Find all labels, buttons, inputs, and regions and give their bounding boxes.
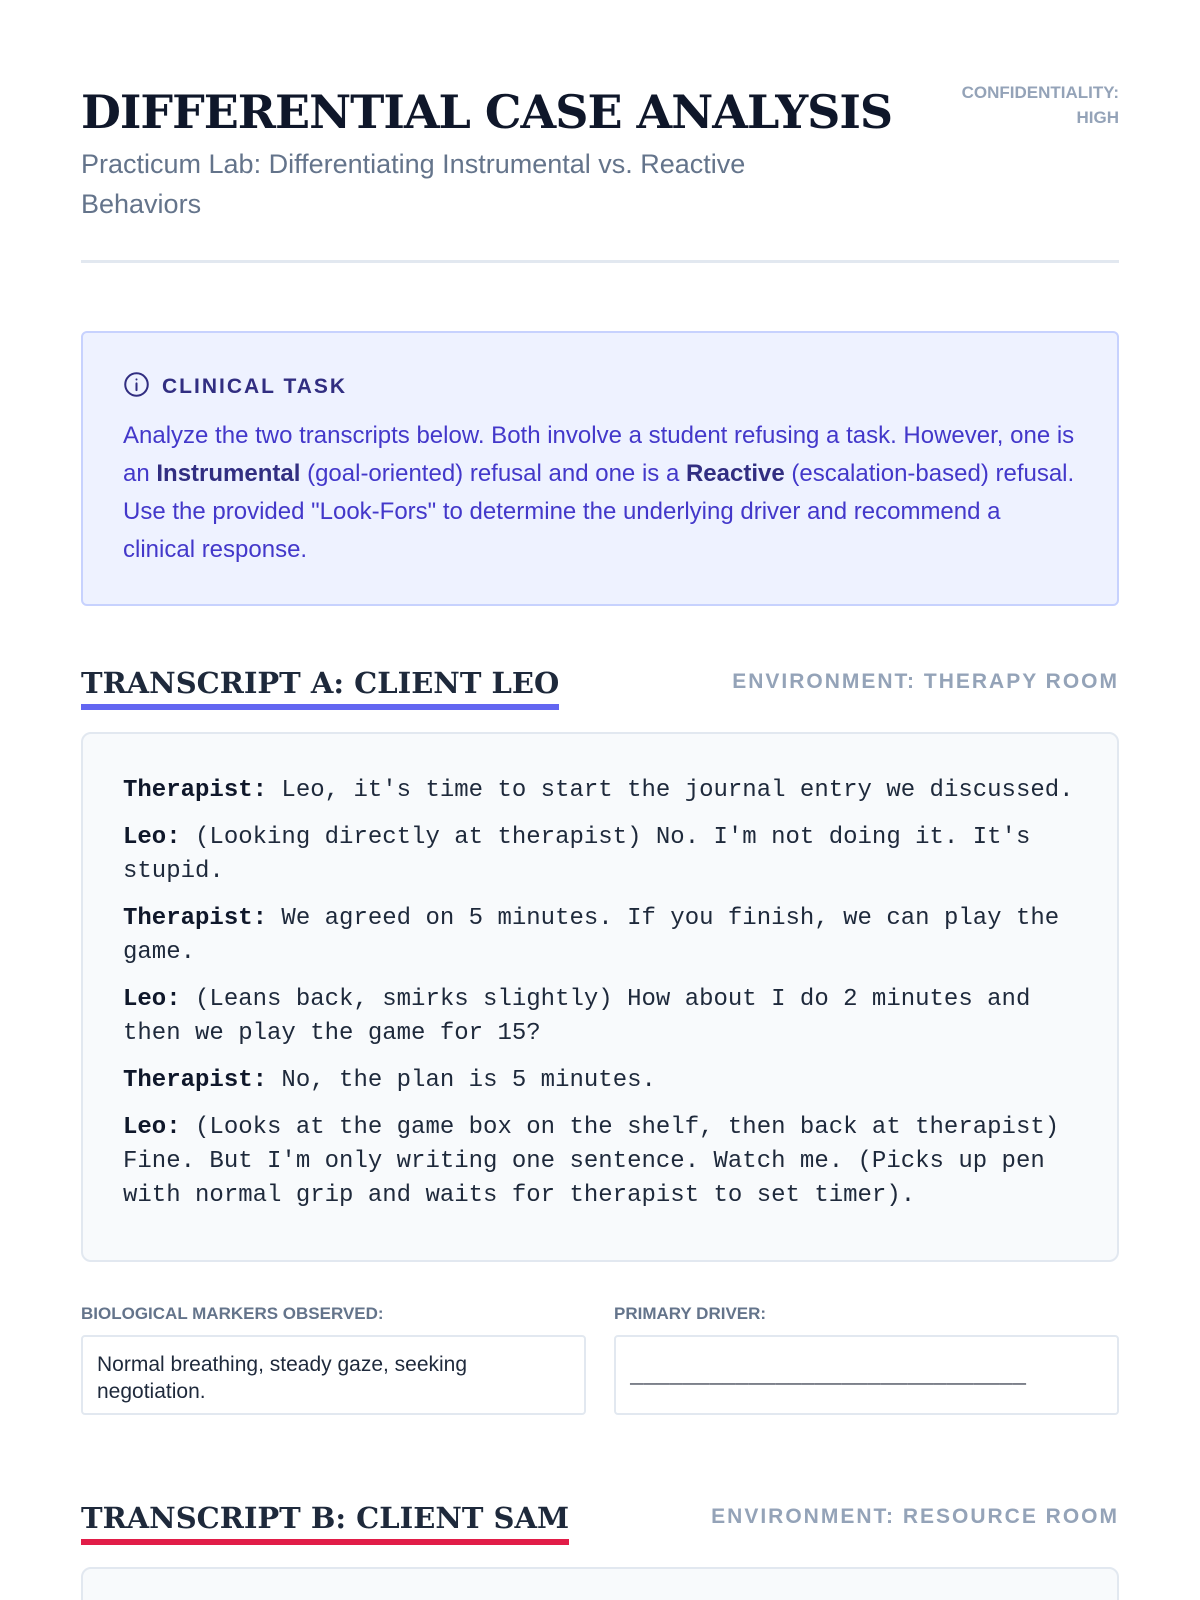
info-icon: [123, 371, 150, 403]
markers-label: BIOLOGICAL MARKERS OBSERVED:: [81, 1304, 384, 1323]
dialogue-line: Leo: (Looking directly at therapist) No. I'm not doing it. It's stupid.: [123, 824, 1031, 885]
page-title: DIFFERENTIAL CASE ANALYSIS: [81, 85, 893, 139]
transcript-a-dialogue: [81, 732, 1119, 1262]
speaker-label: Therapist:: [123, 777, 268, 804]
markers-field[interactable]: Normal breathing, steady gaze, seeking negotiation.: [81, 1335, 586, 1415]
document-header: [81, 0, 1119, 263]
transcript-a-analysis-fields: [81, 1304, 1119, 1415]
speaker-label: Therapist:: [123, 1067, 268, 1094]
dialogue-line: Therapist: Leo, it's time to start the journal entry we discussed.: [123, 777, 1074, 804]
primary-driver-field[interactable]: ______________________________: [614, 1335, 1119, 1415]
speaker-label: Leo:: [123, 1114, 181, 1141]
task-instructions: Analyze the two transcripts below. Both involve a student refusing a task. However, one is an Instrumental (goal-oriented) refusal and one is a Reactive (escalation-based) refusal. Use the provided "Look-Fors" to determine the underlying driver and recommend a clinical response.: [123, 422, 1075, 563]
dialogue-line: Therapist: No, the plan is 5 minutes.: [123, 1067, 656, 1094]
dialogue-line: Leo: (Leans back, smirks slightly) How about I do 2 minutes and then we play the game for 15?: [123, 986, 1031, 1047]
speaker-label: Leo:: [123, 824, 181, 851]
confidentiality-value: HIGH: [1076, 108, 1119, 127]
task-title: CLINICAL TASK: [162, 375, 348, 398]
term-instrumental: Instrumental: [156, 460, 301, 487]
transcript-b-dialogue: [81, 1567, 1119, 1600]
confidentiality-label: CONFIDENTIALITY:: [961, 83, 1119, 102]
transcript-b-title: TRANSCRIPT B: CLIENT SAM: [81, 1501, 569, 1545]
term-reactive: Reactive: [685, 460, 785, 487]
transcript-a-title: TRANSCRIPT A: CLIENT LEO: [81, 666, 559, 710]
transcript-a-environment: ENVIRONMENT: THERAPY ROOM: [732, 670, 1119, 693]
transcript-a-header: [81, 666, 1119, 708]
task-heading: [123, 371, 1077, 403]
transcript-b-environment: ENVIRONMENT: RESOURCE ROOM: [711, 1505, 1119, 1528]
clinical-task-box: [81, 331, 1119, 606]
dialogue-line: Therapist: We agreed on 5 minutes. If you finish, we can play the game.: [123, 905, 1060, 966]
driver-field-group: [614, 1304, 1119, 1415]
confidentiality-badge: [962, 80, 1119, 130]
driver-label: PRIMARY DRIVER:: [614, 1304, 767, 1323]
speaker-label: Therapist:: [123, 905, 268, 932]
markers-field-group: [81, 1304, 586, 1415]
dialogue-line: Leo: (Looks at the game box on the shelf, then back at therapist) Fine. But I'm only writing one sentence. Watch me. (Picks up pen with normal grip and waits for therapist to set timer).: [123, 1114, 1060, 1209]
transcript-b-header: [81, 1501, 1119, 1543]
speaker-label: Leo:: [123, 986, 181, 1013]
page-subtitle: Practicum Lab: Differentiating Instrumental vs. Reactive Behaviors: [81, 149, 746, 219]
